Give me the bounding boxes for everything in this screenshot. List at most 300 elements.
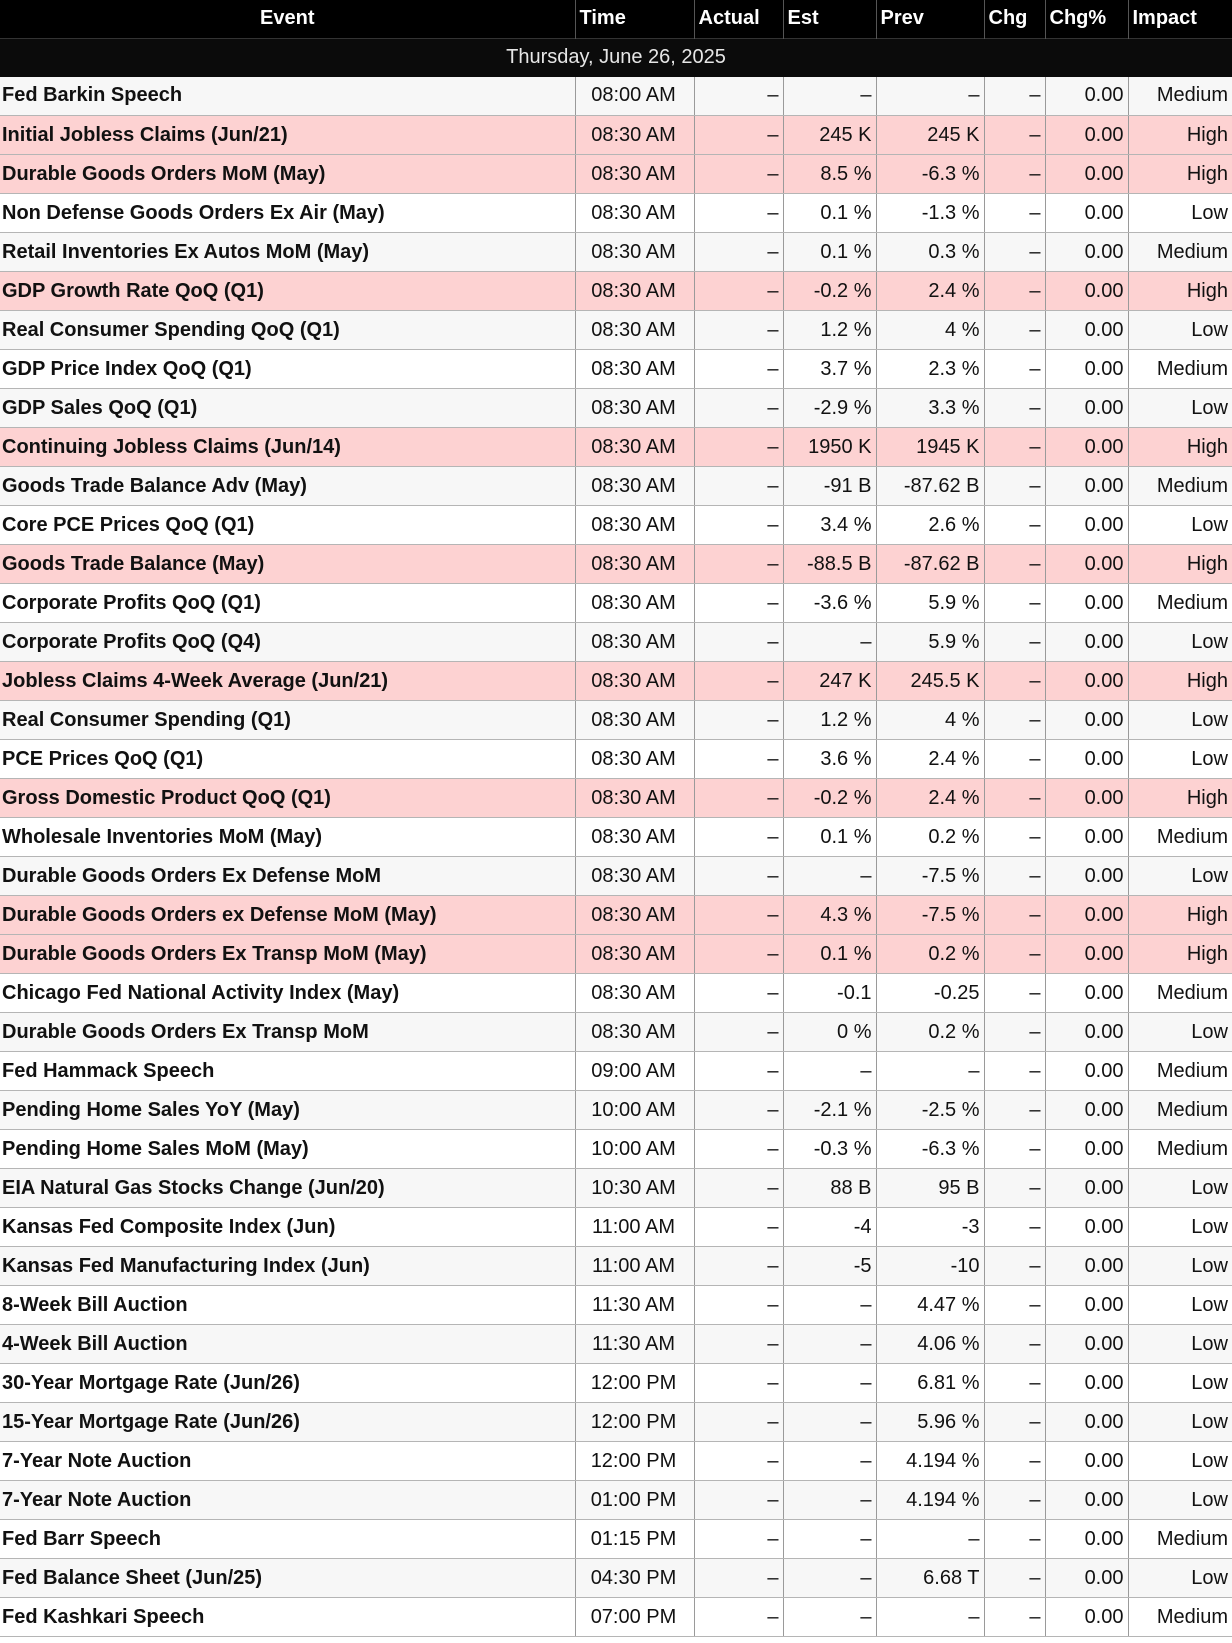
previous-cell: 6.81 % xyxy=(876,1364,984,1403)
impact-cell: Medium xyxy=(1128,818,1232,857)
impact-cell: Medium xyxy=(1128,350,1232,389)
event-name-cell: GDP Sales QoQ (Q1) xyxy=(0,389,575,428)
time-cell: 12:00 PM xyxy=(575,1364,694,1403)
table-row[interactable] xyxy=(0,1481,1232,1520)
event-name-cell: Initial Jobless Claims (Jun/21) xyxy=(0,116,575,155)
change-cell: – xyxy=(984,506,1045,545)
previous-cell: 0.2 % xyxy=(876,935,984,974)
previous-cell: 4.194 % xyxy=(876,1442,984,1481)
previous-cell: -10 xyxy=(876,1247,984,1286)
impact-cell: High xyxy=(1128,116,1232,155)
actual-cell: – xyxy=(694,1013,783,1052)
previous-cell: 0.3 % xyxy=(876,233,984,272)
change-percent-cell: 0.00 xyxy=(1045,974,1128,1013)
impact-cell: Low xyxy=(1128,311,1232,350)
estimate-cell: 1.2 % xyxy=(783,701,876,740)
event-name-cell: Pending Home Sales YoY (May) xyxy=(0,1091,575,1130)
time-cell: 08:30 AM xyxy=(575,233,694,272)
column-header-chg-pct[interactable]: Chg% xyxy=(1045,0,1128,38)
change-percent-cell: 0.00 xyxy=(1045,1247,1128,1286)
change-percent-cell: 0.00 xyxy=(1045,1481,1128,1520)
estimate-cell: 0 % xyxy=(783,1013,876,1052)
change-cell: – xyxy=(984,662,1045,701)
table-body xyxy=(0,77,1232,1637)
event-name-cell: Durable Goods Orders Ex Defense MoM xyxy=(0,857,575,896)
estimate-cell: -88.5 B xyxy=(783,545,876,584)
estimate-cell: 8.5 % xyxy=(783,155,876,194)
actual-cell: – xyxy=(694,1130,783,1169)
time-cell: 11:30 AM xyxy=(575,1325,694,1364)
estimate-cell: 88 B xyxy=(783,1169,876,1208)
change-percent-cell: 0.00 xyxy=(1045,545,1128,584)
actual-cell: – xyxy=(694,1169,783,1208)
impact-cell: Low xyxy=(1128,1169,1232,1208)
impact-cell: Medium xyxy=(1128,974,1232,1013)
previous-cell: 5.9 % xyxy=(876,584,984,623)
previous-cell: 0.2 % xyxy=(876,1013,984,1052)
event-name-cell: Fed Kashkari Speech xyxy=(0,1598,575,1637)
estimate-cell: – xyxy=(783,857,876,896)
impact-cell: Low xyxy=(1128,1247,1232,1286)
time-cell: 08:00 AM xyxy=(575,77,694,116)
event-name-cell: GDP Growth Rate QoQ (Q1) xyxy=(0,272,575,311)
actual-cell: – xyxy=(694,545,783,584)
change-cell: – xyxy=(984,1013,1045,1052)
table-row[interactable] xyxy=(0,740,1232,779)
actual-cell: – xyxy=(694,77,783,116)
table-row[interactable] xyxy=(0,1208,1232,1247)
change-percent-cell: 0.00 xyxy=(1045,233,1128,272)
estimate-cell: 1.2 % xyxy=(783,311,876,350)
previous-cell: 4.06 % xyxy=(876,1325,984,1364)
change-percent-cell: 0.00 xyxy=(1045,389,1128,428)
impact-cell: Low xyxy=(1128,623,1232,662)
event-name-cell: Goods Trade Balance (May) xyxy=(0,545,575,584)
table-row[interactable] xyxy=(0,1403,1232,1442)
previous-cell: – xyxy=(876,1520,984,1559)
table-row[interactable] xyxy=(0,974,1232,1013)
impact-cell: Low xyxy=(1128,389,1232,428)
change-cell: – xyxy=(984,1130,1045,1169)
table-row[interactable] xyxy=(0,1559,1232,1598)
previous-cell: 4.47 % xyxy=(876,1286,984,1325)
column-header-impact[interactable]: Impact xyxy=(1128,0,1232,38)
change-percent-cell: 0.00 xyxy=(1045,1403,1128,1442)
table-row[interactable] xyxy=(0,701,1232,740)
change-percent-cell: 0.00 xyxy=(1045,1052,1128,1091)
previous-cell: 0.2 % xyxy=(876,818,984,857)
time-cell: 08:30 AM xyxy=(575,896,694,935)
impact-cell: Medium xyxy=(1128,584,1232,623)
event-name-cell: Goods Trade Balance Adv (May) xyxy=(0,467,575,506)
time-cell: 08:30 AM xyxy=(575,662,694,701)
change-cell: – xyxy=(984,1052,1045,1091)
table-row[interactable] xyxy=(0,623,1232,662)
actual-cell: – xyxy=(694,779,783,818)
table-row[interactable] xyxy=(0,1247,1232,1286)
time-cell: 11:00 AM xyxy=(575,1208,694,1247)
previous-cell: -7.5 % xyxy=(876,857,984,896)
change-cell: – xyxy=(984,974,1045,1013)
impact-cell: High xyxy=(1128,779,1232,818)
change-cell: – xyxy=(984,77,1045,116)
estimate-cell: – xyxy=(783,1286,876,1325)
impact-cell: Low xyxy=(1128,1325,1232,1364)
change-percent-cell: 0.00 xyxy=(1045,1598,1128,1637)
table-row[interactable] xyxy=(0,77,1232,116)
change-cell: – xyxy=(984,623,1045,662)
impact-cell: Low xyxy=(1128,1403,1232,1442)
event-name-cell: Real Consumer Spending (Q1) xyxy=(0,701,575,740)
impact-cell: Low xyxy=(1128,701,1232,740)
event-name-cell: 30-Year Mortgage Rate (Jun/26) xyxy=(0,1364,575,1403)
table-row[interactable] xyxy=(0,1598,1232,1637)
actual-cell: – xyxy=(694,623,783,662)
estimate-cell: – xyxy=(783,1520,876,1559)
estimate-cell: -3.6 % xyxy=(783,584,876,623)
estimate-cell: – xyxy=(783,623,876,662)
change-cell: – xyxy=(984,1091,1045,1130)
impact-cell: Low xyxy=(1128,1442,1232,1481)
previous-cell: – xyxy=(876,1598,984,1637)
impact-cell: Low xyxy=(1128,1013,1232,1052)
table-row[interactable] xyxy=(0,1091,1232,1130)
impact-cell: Low xyxy=(1128,1364,1232,1403)
table-row[interactable] xyxy=(0,818,1232,857)
estimate-cell: – xyxy=(783,1325,876,1364)
change-cell: – xyxy=(984,194,1045,233)
table-row[interactable] xyxy=(0,545,1232,584)
estimate-cell: -0.1 xyxy=(783,974,876,1013)
table-row[interactable] xyxy=(0,233,1232,272)
event-name-cell: 7-Year Note Auction xyxy=(0,1442,575,1481)
change-cell: – xyxy=(984,1559,1045,1598)
actual-cell: – xyxy=(694,584,783,623)
time-cell: 04:30 PM xyxy=(575,1559,694,1598)
impact-cell: Low xyxy=(1128,857,1232,896)
actual-cell: – xyxy=(694,1325,783,1364)
actual-cell: – xyxy=(694,311,783,350)
impact-cell: High xyxy=(1128,896,1232,935)
previous-cell: -87.62 B xyxy=(876,467,984,506)
time-cell: 08:30 AM xyxy=(575,155,694,194)
change-percent-cell: 0.00 xyxy=(1045,662,1128,701)
change-cell: – xyxy=(984,1403,1045,1442)
change-cell: – xyxy=(984,1208,1045,1247)
event-name-cell: Retail Inventories Ex Autos MoM (May) xyxy=(0,233,575,272)
time-cell: 08:30 AM xyxy=(575,311,694,350)
previous-cell: 2.3 % xyxy=(876,350,984,389)
table-row[interactable] xyxy=(0,116,1232,155)
change-percent-cell: 0.00 xyxy=(1045,194,1128,233)
actual-cell: – xyxy=(694,974,783,1013)
estimate-cell: – xyxy=(783,77,876,116)
actual-cell: – xyxy=(694,194,783,233)
impact-cell: High xyxy=(1128,428,1232,467)
change-cell: – xyxy=(984,818,1045,857)
event-name-cell: Non Defense Goods Orders Ex Air (May) xyxy=(0,194,575,233)
time-cell: 08:30 AM xyxy=(575,974,694,1013)
actual-cell: – xyxy=(694,1208,783,1247)
impact-cell: Low xyxy=(1128,1208,1232,1247)
event-name-cell: Fed Hammack Speech xyxy=(0,1052,575,1091)
table-row[interactable] xyxy=(0,155,1232,194)
change-cell: – xyxy=(984,701,1045,740)
table-row[interactable] xyxy=(0,389,1232,428)
table-row[interactable] xyxy=(0,506,1232,545)
event-name-cell: Kansas Fed Composite Index (Jun) xyxy=(0,1208,575,1247)
change-cell: – xyxy=(984,1286,1045,1325)
change-percent-cell: 0.00 xyxy=(1045,623,1128,662)
event-name-cell: Core PCE Prices QoQ (Q1) xyxy=(0,506,575,545)
table-row[interactable] xyxy=(0,662,1232,701)
estimate-cell: 3.7 % xyxy=(783,350,876,389)
change-percent-cell: 0.00 xyxy=(1045,857,1128,896)
previous-cell: 4 % xyxy=(876,311,984,350)
actual-cell: – xyxy=(694,116,783,155)
table-row[interactable] xyxy=(0,935,1232,974)
time-cell: 09:00 AM xyxy=(575,1052,694,1091)
time-cell: 08:30 AM xyxy=(575,350,694,389)
event-name-cell: Corporate Profits QoQ (Q1) xyxy=(0,584,575,623)
change-percent-cell: 0.00 xyxy=(1045,779,1128,818)
impact-cell: Medium xyxy=(1128,1598,1232,1637)
table-row[interactable] xyxy=(0,272,1232,311)
change-cell: – xyxy=(984,116,1045,155)
change-percent-cell: 0.00 xyxy=(1045,428,1128,467)
time-cell: 01:00 PM xyxy=(575,1481,694,1520)
event-name-cell: Jobless Claims 4-Week Average (Jun/21) xyxy=(0,662,575,701)
change-cell: – xyxy=(984,935,1045,974)
table-row[interactable] xyxy=(0,194,1232,233)
change-percent-cell: 0.00 xyxy=(1045,1520,1128,1559)
change-percent-cell: 0.00 xyxy=(1045,311,1128,350)
table-row[interactable] xyxy=(0,1286,1232,1325)
time-cell: 08:30 AM xyxy=(575,779,694,818)
event-name-cell: 15-Year Mortgage Rate (Jun/26) xyxy=(0,1403,575,1442)
time-cell: 08:30 AM xyxy=(575,1013,694,1052)
change-percent-cell: 0.00 xyxy=(1045,818,1128,857)
event-name-cell: 7-Year Note Auction xyxy=(0,1481,575,1520)
estimate-cell: -91 B xyxy=(783,467,876,506)
change-percent-cell: 0.00 xyxy=(1045,1442,1128,1481)
actual-cell: – xyxy=(694,935,783,974)
previous-cell: 245.5 K xyxy=(876,662,984,701)
event-name-cell: Continuing Jobless Claims (Jun/14) xyxy=(0,428,575,467)
estimate-cell: – xyxy=(783,1559,876,1598)
column-header-event[interactable]: Event xyxy=(0,0,575,38)
table-row[interactable] xyxy=(0,428,1232,467)
column-header-chg[interactable]: Chg xyxy=(984,0,1045,38)
change-cell: – xyxy=(984,1442,1045,1481)
time-cell: 08:30 AM xyxy=(575,857,694,896)
change-cell: – xyxy=(984,272,1045,311)
table-row[interactable] xyxy=(0,311,1232,350)
change-cell: – xyxy=(984,428,1045,467)
event-name-cell: Fed Barkin Speech xyxy=(0,77,575,116)
impact-cell: High xyxy=(1128,545,1232,584)
column-header-est[interactable]: Est xyxy=(783,0,876,38)
table-row[interactable] xyxy=(0,1325,1232,1364)
time-cell: 08:30 AM xyxy=(575,584,694,623)
table-row[interactable] xyxy=(0,896,1232,935)
change-cell: – xyxy=(984,1598,1045,1637)
table-row[interactable] xyxy=(0,1052,1232,1091)
previous-cell: -3 xyxy=(876,1208,984,1247)
time-cell: 01:15 PM xyxy=(575,1520,694,1559)
actual-cell: – xyxy=(694,1403,783,1442)
estimate-cell: 0.1 % xyxy=(783,935,876,974)
event-name-cell: Pending Home Sales MoM (May) xyxy=(0,1130,575,1169)
actual-cell: – xyxy=(694,1052,783,1091)
previous-cell: -2.5 % xyxy=(876,1091,984,1130)
previous-cell: -87.62 B xyxy=(876,545,984,584)
change-cell: – xyxy=(984,1247,1045,1286)
event-name-cell: 8-Week Bill Auction xyxy=(0,1286,575,1325)
event-name-cell: Wholesale Inventories MoM (May) xyxy=(0,818,575,857)
change-percent-cell: 0.00 xyxy=(1045,584,1128,623)
time-cell: 08:30 AM xyxy=(575,428,694,467)
estimate-cell: -2.9 % xyxy=(783,389,876,428)
actual-cell: – xyxy=(694,389,783,428)
table-row[interactable] xyxy=(0,857,1232,896)
change-percent-cell: 0.00 xyxy=(1045,155,1128,194)
impact-cell: Medium xyxy=(1128,233,1232,272)
actual-cell: – xyxy=(694,506,783,545)
actual-cell: – xyxy=(694,1442,783,1481)
change-percent-cell: 0.00 xyxy=(1045,350,1128,389)
estimate-cell: -0.2 % xyxy=(783,779,876,818)
actual-cell: – xyxy=(694,1598,783,1637)
time-cell: 08:30 AM xyxy=(575,116,694,155)
time-cell: 10:00 AM xyxy=(575,1091,694,1130)
impact-cell: Medium xyxy=(1128,1052,1232,1091)
actual-cell: – xyxy=(694,467,783,506)
impact-cell: Medium xyxy=(1128,1091,1232,1130)
impact-cell: Medium xyxy=(1128,467,1232,506)
actual-cell: – xyxy=(694,662,783,701)
previous-cell: -0.25 xyxy=(876,974,984,1013)
change-cell: – xyxy=(984,155,1045,194)
table-row[interactable] xyxy=(0,1364,1232,1403)
impact-cell: Low xyxy=(1128,194,1232,233)
table-row[interactable] xyxy=(0,584,1232,623)
actual-cell: – xyxy=(694,1247,783,1286)
event-name-cell: Durable Goods Orders ex Defense MoM (May) xyxy=(0,896,575,935)
column-header-prev[interactable]: Prev xyxy=(876,0,984,38)
estimate-cell: -0.3 % xyxy=(783,1130,876,1169)
impact-cell: High xyxy=(1128,662,1232,701)
change-cell: – xyxy=(984,779,1045,818)
previous-cell: – xyxy=(876,77,984,116)
table-row[interactable] xyxy=(0,1169,1232,1208)
time-cell: 08:30 AM xyxy=(575,272,694,311)
table-row[interactable] xyxy=(0,1130,1232,1169)
change-cell: – xyxy=(984,1364,1045,1403)
time-cell: 11:00 AM xyxy=(575,1247,694,1286)
estimate-cell: -5 xyxy=(783,1247,876,1286)
table-row[interactable] xyxy=(0,779,1232,818)
actual-cell: – xyxy=(694,896,783,935)
estimate-cell: 0.1 % xyxy=(783,194,876,233)
table-row[interactable] xyxy=(0,1442,1232,1481)
previous-cell: 95 B xyxy=(876,1169,984,1208)
time-cell: 10:00 AM xyxy=(575,1130,694,1169)
change-percent-cell: 0.00 xyxy=(1045,77,1128,116)
change-cell: – xyxy=(984,467,1045,506)
change-cell: – xyxy=(984,350,1045,389)
change-percent-cell: 0.00 xyxy=(1045,1169,1128,1208)
impact-cell: Low xyxy=(1128,1559,1232,1598)
actual-cell: – xyxy=(694,1481,783,1520)
impact-cell: High xyxy=(1128,155,1232,194)
time-cell: 08:30 AM xyxy=(575,467,694,506)
previous-cell: -7.5 % xyxy=(876,896,984,935)
column-header-actual[interactable]: Actual xyxy=(694,0,783,38)
time-cell: 08:30 AM xyxy=(575,935,694,974)
change-percent-cell: 0.00 xyxy=(1045,740,1128,779)
change-percent-cell: 0.00 xyxy=(1045,506,1128,545)
table-row[interactable] xyxy=(0,350,1232,389)
change-cell: – xyxy=(984,857,1045,896)
impact-cell: High xyxy=(1128,272,1232,311)
time-cell: 11:30 AM xyxy=(575,1286,694,1325)
actual-cell: – xyxy=(694,818,783,857)
impact-cell: Medium xyxy=(1128,1520,1232,1559)
estimate-cell: – xyxy=(783,1442,876,1481)
table-header xyxy=(0,0,1232,77)
change-cell: – xyxy=(984,896,1045,935)
previous-cell: 5.9 % xyxy=(876,623,984,662)
change-percent-cell: 0.00 xyxy=(1045,1286,1128,1325)
table-row[interactable] xyxy=(0,1520,1232,1559)
table-row[interactable] xyxy=(0,467,1232,506)
change-cell: – xyxy=(984,1481,1045,1520)
estimate-cell: 245 K xyxy=(783,116,876,155)
actual-cell: – xyxy=(694,1520,783,1559)
event-name-cell: Fed Balance Sheet (Jun/25) xyxy=(0,1559,575,1598)
estimate-cell: 0.1 % xyxy=(783,233,876,272)
event-name-cell: 4-Week Bill Auction xyxy=(0,1325,575,1364)
event-name-cell: Corporate Profits QoQ (Q4) xyxy=(0,623,575,662)
time-cell: 08:30 AM xyxy=(575,389,694,428)
time-cell: 08:30 AM xyxy=(575,545,694,584)
previous-cell: 2.4 % xyxy=(876,272,984,311)
previous-cell: -6.3 % xyxy=(876,155,984,194)
previous-cell: 4.194 % xyxy=(876,1481,984,1520)
previous-cell: 6.68 T xyxy=(876,1559,984,1598)
event-name-cell: Durable Goods Orders Ex Transp MoM xyxy=(0,1013,575,1052)
estimate-cell: 247 K xyxy=(783,662,876,701)
estimate-cell: 3.6 % xyxy=(783,740,876,779)
time-cell: 08:30 AM xyxy=(575,623,694,662)
change-percent-cell: 0.00 xyxy=(1045,896,1128,935)
change-percent-cell: 0.00 xyxy=(1045,935,1128,974)
change-cell: – xyxy=(984,740,1045,779)
actual-cell: – xyxy=(694,740,783,779)
change-cell: – xyxy=(984,1520,1045,1559)
previous-cell: -6.3 % xyxy=(876,1130,984,1169)
change-percent-cell: 0.00 xyxy=(1045,1364,1128,1403)
event-name-cell: PCE Prices QoQ (Q1) xyxy=(0,740,575,779)
actual-cell: – xyxy=(694,428,783,467)
event-name-cell: Chicago Fed National Activity Index (May) xyxy=(0,974,575,1013)
table-row[interactable] xyxy=(0,1013,1232,1052)
actual-cell: – xyxy=(694,155,783,194)
change-cell: – xyxy=(984,311,1045,350)
column-header-time[interactable]: Time xyxy=(575,0,694,38)
estimate-cell: 3.4 % xyxy=(783,506,876,545)
